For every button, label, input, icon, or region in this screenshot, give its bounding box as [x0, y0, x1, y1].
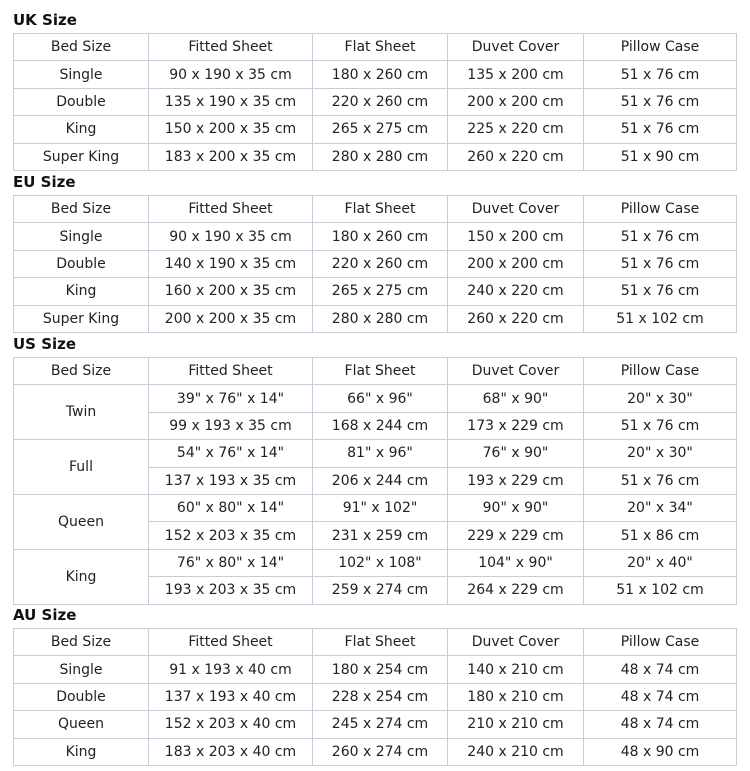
- uk-size-title: UK Size: [13, 11, 77, 29]
- fitted-sheet-cell: 200 x 200 x 35 cm: [149, 305, 313, 332]
- column-header: Duvet Cover: [448, 358, 584, 385]
- pillow-case-cell: 51 x 76 cm: [584, 116, 737, 143]
- duvet-cover-cell: 225 x 220 cm: [448, 116, 584, 143]
- flat-sheet-cell: 91" x 102": [313, 494, 448, 521]
- table-row: [14, 683, 737, 710]
- duvet-cover-cell: 260 x 220 cm: [448, 143, 584, 170]
- column-header: Fitted Sheet: [149, 196, 313, 223]
- fitted-sheet-cell: 90 x 190 x 35 cm: [149, 61, 313, 88]
- au-size-title: AU Size: [13, 606, 77, 624]
- pillow-case-cell: 20" x 30": [584, 440, 737, 467]
- duvet-cover-cell: 229 x 229 cm: [448, 522, 584, 549]
- duvet-cover-cell: 264 x 229 cm: [448, 577, 584, 604]
- fitted-sheet-cell: 91 x 193 x 40 cm: [149, 656, 313, 683]
- flat-sheet-cell: 220 x 260 cm: [313, 250, 448, 277]
- flat-sheet-cell: 220 x 260 cm: [313, 88, 448, 115]
- fitted-sheet-cell: 137 x 193 x 35 cm: [149, 467, 313, 494]
- table-row: [14, 656, 737, 683]
- flat-sheet-cell: 168 x 244 cm: [313, 412, 448, 439]
- flat-sheet-cell: 102" x 108": [313, 549, 448, 576]
- duvet-cover-cell: 260 x 220 cm: [448, 305, 584, 332]
- column-header: Duvet Cover: [448, 34, 584, 61]
- pillow-case-cell: 48 x 74 cm: [584, 683, 737, 710]
- duvet-cover-cell: 200 x 200 cm: [448, 88, 584, 115]
- fitted-sheet-cell: 152 x 203 x 40 cm: [149, 711, 313, 738]
- au-size-table: [13, 628, 737, 766]
- column-header: Flat Sheet: [313, 34, 448, 61]
- pillow-case-cell: 20" x 40": [584, 549, 737, 576]
- column-header: Flat Sheet: [313, 629, 448, 656]
- bed-size-cell: Double: [14, 88, 149, 115]
- duvet-cover-cell: 135 x 200 cm: [448, 61, 584, 88]
- table-row: [14, 116, 737, 143]
- pillow-case-cell: 51 x 76 cm: [584, 250, 737, 277]
- pillow-case-cell: 51 x 76 cm: [584, 467, 737, 494]
- bed-size-cell: Super King: [14, 305, 149, 332]
- duvet-cover-cell: 240 x 210 cm: [448, 738, 584, 765]
- table-row: [14, 549, 737, 576]
- table-header-row: [14, 34, 737, 61]
- column-header: Flat Sheet: [313, 358, 448, 385]
- fitted-sheet-cell: 90 x 190 x 35 cm: [149, 223, 313, 250]
- eu-size-table: [13, 195, 737, 333]
- pillow-case-cell: 51 x 76 cm: [584, 88, 737, 115]
- table-row: [14, 385, 737, 412]
- bed-size-cell: Single: [14, 223, 149, 250]
- table-row: [14, 440, 737, 467]
- flat-sheet-cell: 231 x 259 cm: [313, 522, 448, 549]
- pillow-case-cell: 51 x 76 cm: [584, 412, 737, 439]
- fitted-sheet-cell: 193 x 203 x 35 cm: [149, 577, 313, 604]
- pillow-case-cell: 51 x 102 cm: [584, 577, 737, 604]
- table-header-row: [14, 358, 737, 385]
- bed-size-cell: King: [14, 738, 149, 765]
- table-row: [14, 250, 737, 277]
- duvet-cover-cell: 76" x 90": [448, 440, 584, 467]
- pillow-case-cell: 20" x 34": [584, 494, 737, 521]
- bed-size-cell: Twin: [14, 385, 149, 440]
- bed-size-cell: Single: [14, 656, 149, 683]
- table-row: [14, 143, 737, 170]
- flat-sheet-cell: 66" x 96": [313, 385, 448, 412]
- column-header: Flat Sheet: [313, 196, 448, 223]
- duvet-cover-cell: 200 x 200 cm: [448, 250, 584, 277]
- duvet-cover-cell: 140 x 210 cm: [448, 656, 584, 683]
- bed-size-cell: Queen: [14, 711, 149, 738]
- duvet-cover-cell: 240 x 220 cm: [448, 278, 584, 305]
- pillow-case-cell: 51 x 86 cm: [584, 522, 737, 549]
- table-row: [14, 711, 737, 738]
- flat-sheet-cell: 206 x 244 cm: [313, 467, 448, 494]
- fitted-sheet-cell: 39" x 76" x 14": [149, 385, 313, 412]
- duvet-cover-cell: 150 x 200 cm: [448, 223, 584, 250]
- column-header: Duvet Cover: [448, 196, 584, 223]
- table-row: [14, 61, 737, 88]
- duvet-cover-cell: 193 x 229 cm: [448, 467, 584, 494]
- pillow-case-cell: 51 x 90 cm: [584, 143, 737, 170]
- flat-sheet-cell: 265 x 275 cm: [313, 116, 448, 143]
- bed-size-cell: Queen: [14, 494, 149, 549]
- flat-sheet-cell: 245 x 274 cm: [313, 711, 448, 738]
- bed-size-cell: King: [14, 549, 149, 604]
- pillow-case-cell: 48 x 74 cm: [584, 711, 737, 738]
- fitted-sheet-cell: 150 x 200 x 35 cm: [149, 116, 313, 143]
- duvet-cover-cell: 173 x 229 cm: [448, 412, 584, 439]
- bed-size-cell: Double: [14, 683, 149, 710]
- column-header: Bed Size: [14, 358, 149, 385]
- duvet-cover-cell: 90" x 90": [448, 494, 584, 521]
- column-header: Bed Size: [14, 629, 149, 656]
- table-header-row: [14, 629, 737, 656]
- bed-size-cell: King: [14, 116, 149, 143]
- fitted-sheet-cell: 137 x 193 x 40 cm: [149, 683, 313, 710]
- fitted-sheet-cell: 140 x 190 x 35 cm: [149, 250, 313, 277]
- table-row: [14, 278, 737, 305]
- fitted-sheet-cell: 135 x 190 x 35 cm: [149, 88, 313, 115]
- fitted-sheet-cell: 76" x 80" x 14": [149, 549, 313, 576]
- flat-sheet-cell: 259 x 274 cm: [313, 577, 448, 604]
- pillow-case-cell: 51 x 76 cm: [584, 61, 737, 88]
- duvet-cover-cell: 180 x 210 cm: [448, 683, 584, 710]
- pillow-case-cell: 20" x 30": [584, 385, 737, 412]
- flat-sheet-cell: 260 x 274 cm: [313, 738, 448, 765]
- fitted-sheet-cell: 183 x 200 x 35 cm: [149, 143, 313, 170]
- bed-size-cell: Single: [14, 61, 149, 88]
- pillow-case-cell: 51 x 76 cm: [584, 278, 737, 305]
- column-header: Pillow Case: [584, 34, 737, 61]
- table-row: [14, 494, 737, 521]
- column-header: Bed Size: [14, 196, 149, 223]
- flat-sheet-cell: 81" x 96": [313, 440, 448, 467]
- bed-size-cell: Super King: [14, 143, 149, 170]
- fitted-sheet-cell: 183 x 203 x 40 cm: [149, 738, 313, 765]
- table-row: [14, 223, 737, 250]
- column-header: Fitted Sheet: [149, 358, 313, 385]
- column-header: Fitted Sheet: [149, 34, 313, 61]
- fitted-sheet-cell: 60" x 80" x 14": [149, 494, 313, 521]
- flat-sheet-cell: 180 x 260 cm: [313, 223, 448, 250]
- duvet-cover-cell: 210 x 210 cm: [448, 711, 584, 738]
- flat-sheet-cell: 228 x 254 cm: [313, 683, 448, 710]
- column-header: Fitted Sheet: [149, 629, 313, 656]
- pillow-case-cell: 48 x 74 cm: [584, 656, 737, 683]
- bed-size-cell: King: [14, 278, 149, 305]
- column-header: Duvet Cover: [448, 629, 584, 656]
- table-row: [14, 305, 737, 332]
- flat-sheet-cell: 280 x 280 cm: [313, 143, 448, 170]
- uk-size-table: [13, 33, 737, 171]
- pillow-case-cell: 51 x 102 cm: [584, 305, 737, 332]
- duvet-cover-cell: 68" x 90": [448, 385, 584, 412]
- table-header-row: [14, 196, 737, 223]
- bed-size-cell: Double: [14, 250, 149, 277]
- table-row: [14, 738, 737, 765]
- pillow-case-cell: 51 x 76 cm: [584, 223, 737, 250]
- fitted-sheet-cell: 160 x 200 x 35 cm: [149, 278, 313, 305]
- column-header: Bed Size: [14, 34, 149, 61]
- fitted-sheet-cell: 99 x 193 x 35 cm: [149, 412, 313, 439]
- flat-sheet-cell: 280 x 280 cm: [313, 305, 448, 332]
- column-header: Pillow Case: [584, 196, 737, 223]
- flat-sheet-cell: 265 x 275 cm: [313, 278, 448, 305]
- us-size-table: [13, 357, 737, 605]
- flat-sheet-cell: 180 x 254 cm: [313, 656, 448, 683]
- column-header: Pillow Case: [584, 629, 737, 656]
- bed-size-cell: Full: [14, 440, 149, 495]
- duvet-cover-cell: 104" x 90": [448, 549, 584, 576]
- column-header: Pillow Case: [584, 358, 737, 385]
- eu-size-title: EU Size: [13, 173, 76, 191]
- fitted-sheet-cell: 152 x 203 x 35 cm: [149, 522, 313, 549]
- table-row: [14, 88, 737, 115]
- us-size-title: US Size: [13, 335, 77, 353]
- pillow-case-cell: 48 x 90 cm: [584, 738, 737, 765]
- flat-sheet-cell: 180 x 260 cm: [313, 61, 448, 88]
- fitted-sheet-cell: 54" x 76" x 14": [149, 440, 313, 467]
